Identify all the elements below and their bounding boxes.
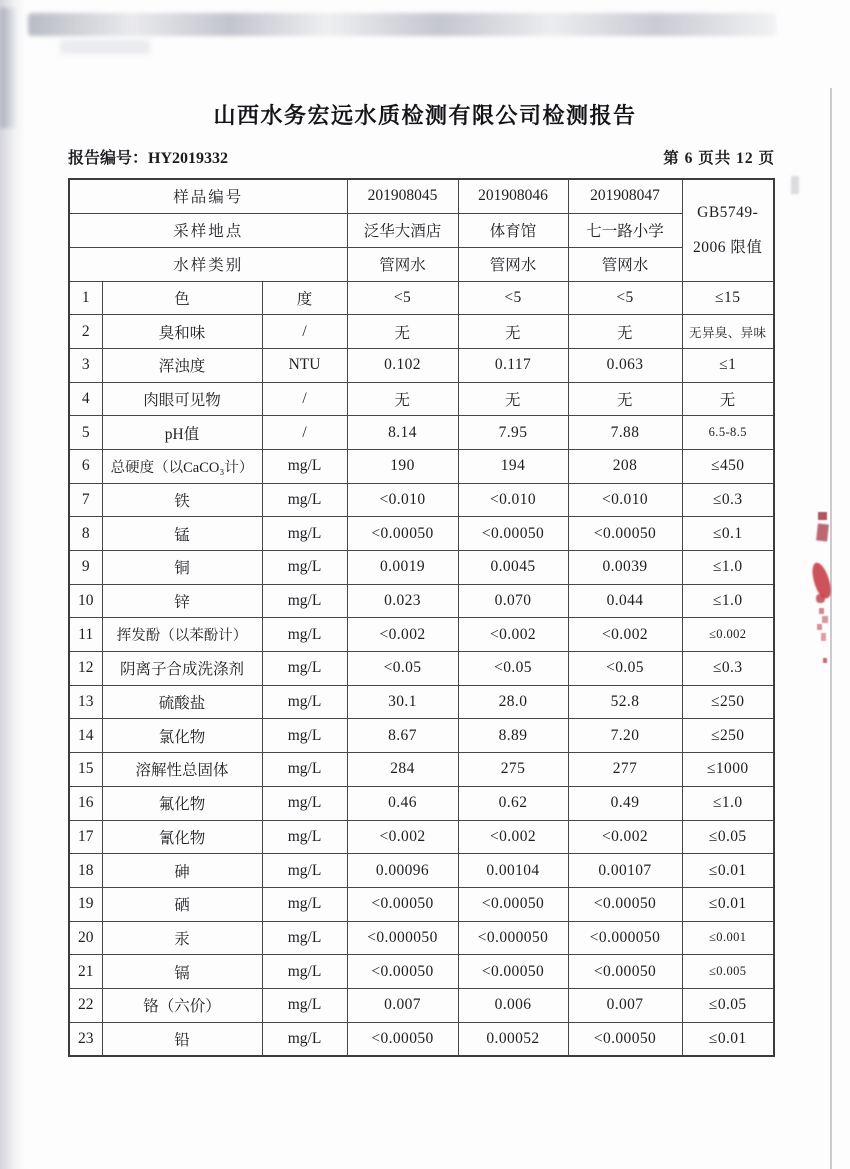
sample-2-value: 28.0: [458, 685, 568, 719]
parameter-name: 氰化物: [102, 820, 262, 854]
sample-1-value: <0.010: [347, 483, 458, 517]
sample-2-value: 194: [458, 449, 568, 483]
sample-3-value: <0.05: [568, 652, 682, 686]
parameter-name: 色: [102, 281, 262, 315]
limit-value: ≤0.3: [682, 483, 774, 517]
sample-1-value: 30.1: [347, 685, 458, 719]
row-number: 2: [69, 315, 102, 349]
table-row: [69, 618, 774, 652]
row-number: 1: [69, 281, 102, 315]
sample-3-value: 0.0039: [568, 551, 682, 585]
parameter-name: 硒: [102, 887, 262, 921]
limit-value: ≤1.0: [682, 551, 774, 585]
unit: mg/L: [262, 887, 347, 921]
report-number: [68, 145, 228, 168]
sample-1-value: <5: [347, 281, 458, 315]
table-row: [69, 719, 774, 753]
limit-value: ≤450: [682, 449, 774, 483]
table-row: [69, 315, 774, 349]
limit-header-line2: 2006 限值: [693, 238, 763, 256]
sample-3-value: <0.002: [568, 820, 682, 854]
sample-1-value: <0.00050: [347, 517, 458, 551]
sample-3-value: 7.20: [568, 719, 682, 753]
unit: mg/L: [262, 517, 347, 551]
stamp-blot: [817, 624, 822, 630]
sample-1-value: 8.67: [347, 719, 458, 753]
limit-value: ≤1.0: [682, 584, 774, 618]
sample-2-value: 0.00104: [458, 854, 568, 888]
sample-3-value: <0.00050: [568, 517, 682, 551]
table-row: [69, 652, 774, 686]
sample-no-label: 样品编号: [69, 179, 347, 213]
parameter-name: pH值: [102, 416, 262, 450]
sample-1-value: <0.05: [347, 652, 458, 686]
sample-1-value: 0.102: [347, 348, 458, 382]
row-number: 5: [69, 416, 102, 450]
table-row: [69, 955, 774, 989]
sample-3-value: 无: [568, 382, 682, 416]
parameter-name: 镉: [102, 955, 262, 989]
limit-value: ≤250: [682, 685, 774, 719]
sample-1-value: 0.0019: [347, 551, 458, 585]
sample-2-value: 8.89: [458, 719, 568, 753]
table-row: [69, 382, 774, 416]
parameter-name: 砷: [102, 854, 262, 888]
location-2: 体育馆: [458, 213, 568, 247]
sample-1-value: 无: [347, 382, 458, 416]
limit-value: ≤0.05: [682, 988, 774, 1022]
sample-no-3: 201908047: [568, 179, 682, 213]
unit: mg/L: [262, 483, 347, 517]
limit-value: ≤250: [682, 719, 774, 753]
sample-1-value: 190: [347, 449, 458, 483]
parameter-name: 臭和味: [102, 315, 262, 349]
sample-1-value: 0.007: [347, 988, 458, 1022]
table-row: [69, 921, 774, 955]
unit: /: [262, 315, 347, 349]
table-row: [69, 483, 774, 517]
row-number: 15: [69, 753, 102, 787]
parameter-name: 铜: [102, 551, 262, 585]
sample-3-value: <0.00050: [568, 1022, 682, 1056]
sample-2-value: 275: [458, 753, 568, 787]
location-label: 采样地点: [69, 213, 347, 247]
sample-2-value: <0.00050: [458, 517, 568, 551]
unit: mg/L: [262, 820, 347, 854]
unit: mg/L: [262, 449, 347, 483]
sample-3-value: 0.044: [568, 584, 682, 618]
sample-3-value: <0.00050: [568, 955, 682, 989]
limit-value: ≤0.05: [682, 820, 774, 854]
table-row: [69, 551, 774, 585]
sample-2-value: <0.002: [458, 618, 568, 652]
row-number: 14: [69, 719, 102, 753]
paper-right-edge-line: [830, 88, 832, 1169]
sample-3-value: 208: [568, 449, 682, 483]
stamp-blot: [810, 561, 834, 601]
stamp-blot: [819, 608, 824, 614]
unit: mg/L: [262, 988, 347, 1022]
limit-header-line1: GB5749-: [697, 204, 759, 222]
limit-value: ≤0.3: [682, 652, 774, 686]
table-row: [69, 517, 774, 551]
sample-1-value: 284: [347, 753, 458, 787]
sample-1-value: <0.002: [347, 618, 458, 652]
sample-3-value: 0.007: [568, 988, 682, 1022]
sample-1-value: <0.00050: [347, 887, 458, 921]
unit: NTU: [262, 348, 347, 382]
table-row: [69, 416, 774, 450]
row-number: 13: [69, 685, 102, 719]
row-number: 18: [69, 854, 102, 888]
sample-2-value: <5: [458, 281, 568, 315]
sample-3-value: <5: [568, 281, 682, 315]
report-number-value: HY2019332: [148, 150, 229, 167]
page-title: 山西水务宏远水质检测有限公司检测报告: [213, 103, 637, 128]
sample-no-2: 201908046: [458, 179, 568, 213]
parameter-name: 锌: [102, 584, 262, 618]
unit: /: [262, 416, 347, 450]
unit: mg/L: [262, 854, 347, 888]
table-row: [69, 988, 774, 1022]
unit: mg/L: [262, 685, 347, 719]
unit: mg/L: [262, 921, 347, 955]
table-row: [69, 786, 774, 820]
sample-3-value: <0.00050: [568, 887, 682, 921]
limit-value: ≤0.005: [682, 955, 774, 989]
limit-column-header: [682, 179, 774, 281]
parameter-name: 肉眼可见物: [102, 382, 262, 416]
table-row: [69, 348, 774, 382]
parameter-name: 氟化物: [102, 786, 262, 820]
scan-left-shadow: [0, 0, 26, 1169]
scan-top-smudge-secondary: [60, 40, 150, 54]
unit: mg/L: [262, 955, 347, 989]
sample-3-value: 0.063: [568, 348, 682, 382]
sample-2-value: <0.05: [458, 652, 568, 686]
sample-no-1: 201908045: [347, 179, 458, 213]
table-row: [69, 753, 774, 787]
water-type-label: 水样类别: [69, 247, 347, 281]
header-row-water-type: [69, 247, 774, 281]
parameter-name: 铁: [102, 483, 262, 517]
sample-1-value: 无: [347, 315, 458, 349]
sample-3-value: 无: [568, 315, 682, 349]
sample-3-value: 277: [568, 753, 682, 787]
parameter-name: 阴离子合成洗涤剂: [102, 652, 262, 686]
results-table-header: [69, 179, 774, 281]
sample-2-value: <0.00050: [458, 887, 568, 921]
unit: mg/L: [262, 1022, 347, 1056]
limit-value: ≤0.01: [682, 887, 774, 921]
scan-faint-mark: [791, 176, 799, 194]
parameter-name: 汞: [102, 921, 262, 955]
sample-3-value: 52.8: [568, 685, 682, 719]
limit-value: ≤0.002: [682, 618, 774, 652]
row-number: 23: [69, 1022, 102, 1056]
results-table: [68, 178, 775, 1057]
table-row: [69, 1022, 774, 1056]
sample-1-value: <0.000050: [347, 921, 458, 955]
row-number: 3: [69, 348, 102, 382]
stamp-blot: [822, 616, 828, 623]
sample-1-value: <0.00050: [347, 955, 458, 989]
limit-value: 6.5-8.5: [682, 416, 774, 450]
meta-row: [68, 146, 775, 168]
row-number: 7: [69, 483, 102, 517]
table-row: [69, 685, 774, 719]
sample-2-value: 0.62: [458, 786, 568, 820]
table-row: [69, 449, 774, 483]
unit: mg/L: [262, 786, 347, 820]
table-row: [69, 820, 774, 854]
row-number: 12: [69, 652, 102, 686]
row-number: 11: [69, 618, 102, 652]
table-row: [69, 584, 774, 618]
sample-3-value: 0.49: [568, 786, 682, 820]
unit: 度: [262, 281, 347, 315]
location-1: 泛华大酒店: [347, 213, 458, 247]
stamp-blot: [821, 633, 826, 641]
stamp-blot: [816, 523, 829, 541]
sample-2-value: 0.0045: [458, 551, 568, 585]
stamp-blot: [818, 512, 827, 520]
sample-2-value: <0.002: [458, 820, 568, 854]
sample-3-value: <0.002: [568, 618, 682, 652]
unit: mg/L: [262, 719, 347, 753]
sample-2-value: 0.00052: [458, 1022, 568, 1056]
limit-value: ≤1.0: [682, 786, 774, 820]
header-row-sample-no: [69, 179, 774, 213]
row-number: 10: [69, 584, 102, 618]
table-row: [69, 887, 774, 921]
parameter-name: 氯化物: [102, 719, 262, 753]
parameter-name: 挥发酚（以苯酚计）: [102, 618, 262, 652]
row-number: 8: [69, 517, 102, 551]
limit-value: ≤15: [682, 281, 774, 315]
stamp-blot: [823, 658, 827, 663]
unit: mg/L: [262, 753, 347, 787]
sample-3-value: <0.000050: [568, 921, 682, 955]
sample-3-value: 7.88: [568, 416, 682, 450]
parameter-name: 溶解性总固体: [102, 753, 262, 787]
row-number: 20: [69, 921, 102, 955]
sample-1-value: 0.46: [347, 786, 458, 820]
limit-value: 无: [682, 382, 774, 416]
water-type-1: 管网水: [347, 247, 458, 281]
unit: mg/L: [262, 652, 347, 686]
sample-2-value: <0.00050: [458, 955, 568, 989]
water-type-3: 管网水: [568, 247, 682, 281]
sample-2-value: 0.006: [458, 988, 568, 1022]
limit-value: ≤1: [682, 348, 774, 382]
sample-2-value: 无: [458, 382, 568, 416]
sample-1-value: <0.00050: [347, 1022, 458, 1056]
sample-3-value: 0.00107: [568, 854, 682, 888]
row-number: 16: [69, 786, 102, 820]
sample-1-value: 0.023: [347, 584, 458, 618]
row-number: 9: [69, 551, 102, 585]
sample-1-value: <0.002: [347, 820, 458, 854]
parameter-name: 锰: [102, 517, 262, 551]
unit: mg/L: [262, 584, 347, 618]
limit-value: ≤0.1: [682, 517, 774, 551]
results-table-body: [69, 281, 774, 1056]
unit: /: [262, 382, 347, 416]
row-number: 21: [69, 955, 102, 989]
location-3: 七一路小学: [568, 213, 682, 247]
table-row: [69, 854, 774, 888]
parameter-name: 总硬度（以CaCO₃计）: [102, 449, 262, 483]
sample-1-value: 8.14: [347, 416, 458, 450]
row-number: 6: [69, 449, 102, 483]
limit-value: ≤0.001: [682, 921, 774, 955]
sample-2-value: 0.070: [458, 584, 568, 618]
header-row-location: [69, 213, 774, 247]
sample-3-value: <0.010: [568, 483, 682, 517]
sample-2-value: 0.117: [458, 348, 568, 382]
sample-2-value: <0.000050: [458, 921, 568, 955]
limit-value: ≤0.01: [682, 1022, 774, 1056]
sample-1-value: 0.00096: [347, 854, 458, 888]
stamp-blot: [816, 594, 825, 603]
table-row: [69, 281, 774, 315]
limit-value: 无异臭、异味: [682, 315, 774, 349]
sample-2-value: <0.010: [458, 483, 568, 517]
report-number-label: 报告编号：: [68, 150, 149, 167]
limit-value: ≤1000: [682, 753, 774, 787]
parameter-name: 浑浊度: [102, 348, 262, 382]
scan-top-smudge: [28, 13, 776, 36]
unit: mg/L: [262, 551, 347, 585]
row-number: 19: [69, 887, 102, 921]
row-number: 4: [69, 382, 102, 416]
sample-2-value: 7.95: [458, 416, 568, 450]
sample-2-value: 无: [458, 315, 568, 349]
water-type-2: 管网水: [458, 247, 568, 281]
red-stamp-fragment: [810, 500, 832, 670]
parameter-name: 铬（六价）: [102, 988, 262, 1022]
page-indicator: 第 6 页共 12 页: [663, 150, 775, 167]
limit-value: ≤0.01: [682, 854, 774, 888]
parameter-name: 硫酸盐: [102, 685, 262, 719]
parameter-name: 铅: [102, 1022, 262, 1056]
unit: mg/L: [262, 618, 347, 652]
row-number: 17: [69, 820, 102, 854]
row-number: 22: [69, 988, 102, 1022]
